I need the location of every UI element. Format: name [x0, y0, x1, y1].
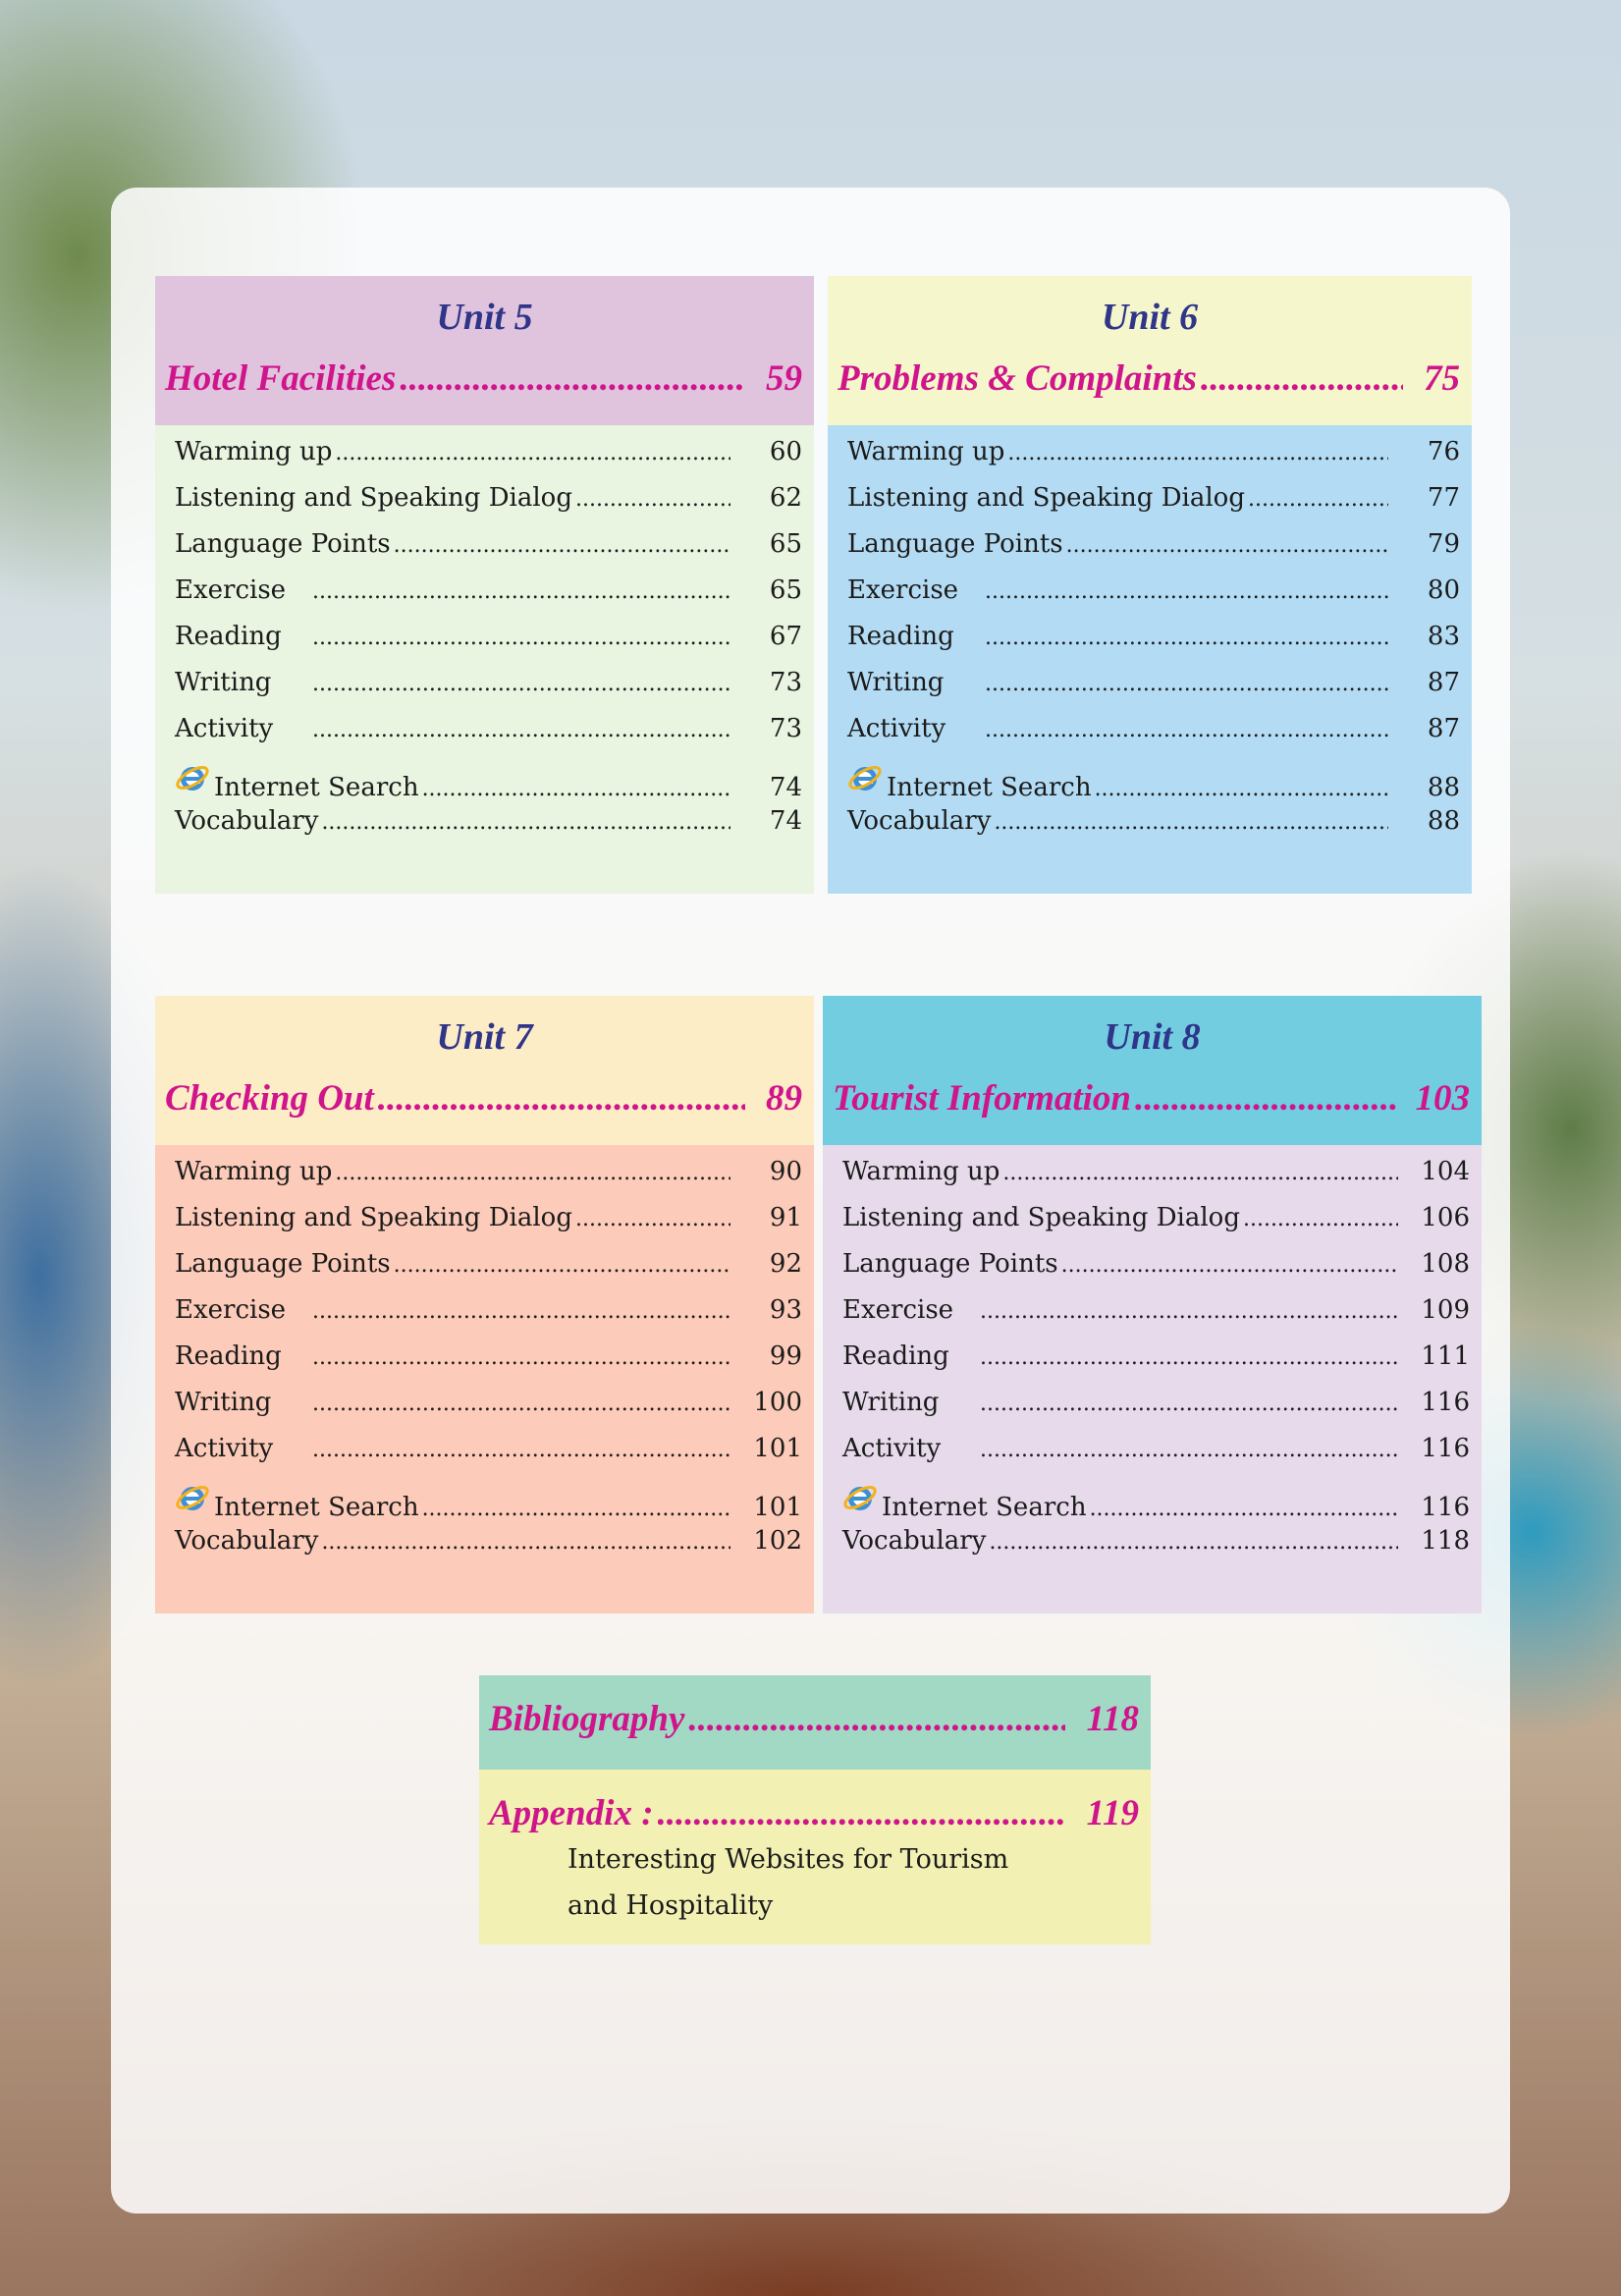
dot-leader — [321, 810, 730, 835]
dot-leader — [335, 441, 730, 465]
internet-explorer-icon — [175, 760, 210, 795]
toc-item-label: Reading — [175, 622, 282, 651]
toc-row[interactable] — [847, 575, 1460, 622]
unit-7-box — [155, 996, 814, 1613]
dot-leader — [394, 533, 730, 558]
toc-row[interactable] — [175, 714, 802, 760]
toc-item-label: Vocabulary — [175, 1526, 319, 1556]
unit-page: 103 — [1415, 1078, 1470, 1119]
toc-row[interactable] — [175, 1341, 802, 1388]
toc-item-label: Warming up — [847, 437, 1005, 466]
toc-item-page: 93 — [769, 1295, 802, 1325]
dot-leader — [985, 672, 1388, 696]
toc-item-page: 101 — [753, 1493, 802, 1522]
toc-row[interactable] — [847, 483, 1460, 529]
dot-leader — [1201, 345, 1403, 413]
toc-item-label: Writing — [842, 1388, 940, 1417]
dot-leader — [1095, 777, 1388, 801]
toc-row[interactable] — [175, 1434, 802, 1480]
toc-row[interactable] — [175, 575, 802, 622]
dot-leader — [312, 1392, 730, 1416]
toc-row[interactable] — [842, 1295, 1470, 1341]
dot-leader — [985, 579, 1388, 604]
dot-leader — [989, 1530, 1398, 1555]
dot-leader — [1248, 487, 1388, 512]
unit-label: Unit 7 — [436, 1016, 533, 1058]
toc-item-page: 106 — [1421, 1203, 1470, 1232]
internet-explorer-icon — [175, 1480, 210, 1515]
toc-row[interactable] — [175, 483, 802, 529]
toc-row[interactable] — [175, 1526, 802, 1572]
toc-item-label: Exercise — [842, 1295, 954, 1325]
toc-item-page: 67 — [769, 622, 802, 651]
unit-header — [823, 996, 1482, 1145]
toc-item-page: 80 — [1427, 575, 1460, 605]
dot-leader — [321, 1530, 730, 1555]
toc-item-page: 116 — [1421, 1388, 1470, 1417]
dot-leader — [312, 579, 730, 604]
toc-item-page: 74 — [769, 806, 802, 836]
dot-leader — [994, 810, 1388, 835]
bibliography-line[interactable] — [479, 1675, 1151, 1764]
toc-item-page: 91 — [769, 1203, 802, 1232]
bibliography-page: 118 — [1086, 1699, 1139, 1739]
toc-row[interactable] — [175, 1480, 802, 1526]
toc-item-label: Listening and Speaking Dialog — [175, 1203, 572, 1232]
toc-item-page: 65 — [769, 575, 802, 605]
dot-leader — [980, 1299, 1398, 1324]
toc-item-label: Internet Search — [214, 1493, 419, 1522]
dot-leader — [312, 1299, 730, 1324]
dot-leader — [312, 1438, 730, 1462]
toc-item-page: 108 — [1421, 1249, 1470, 1279]
toc-row[interactable] — [175, 1203, 802, 1249]
toc-item-page: 73 — [769, 714, 802, 743]
unit-title: Tourist Information — [833, 1078, 1132, 1119]
toc-item-label: Exercise — [847, 575, 959, 605]
toc-item-page: 116 — [1421, 1493, 1470, 1522]
bibliography-box — [479, 1675, 1151, 1770]
toc-item-label: Language Points — [847, 529, 1063, 559]
toc-item-page: 102 — [753, 1526, 802, 1556]
toc-item-page: 77 — [1427, 483, 1460, 513]
toc-item-label: Language Points — [842, 1249, 1058, 1279]
dot-leader — [422, 777, 730, 801]
toc-row[interactable] — [175, 437, 802, 483]
toc-row[interactable] — [847, 806, 1460, 852]
toc-row[interactable] — [847, 437, 1460, 483]
toc-row[interactable] — [842, 1249, 1470, 1295]
toc-row[interactable] — [842, 1341, 1470, 1388]
bibliography-label: Bibliography — [489, 1699, 685, 1739]
dot-leader — [312, 626, 730, 650]
unit-title: Checking Out — [165, 1078, 374, 1119]
toc-item-label: Activity — [842, 1434, 942, 1463]
toc-item-label: Activity — [175, 714, 274, 743]
dot-leader — [985, 626, 1388, 650]
toc-item-page: 87 — [1427, 714, 1460, 743]
dot-leader — [688, 1675, 1064, 1764]
internet-explorer-icon — [842, 1480, 878, 1515]
toc-item-label: Listening and Speaking Dialog — [175, 483, 572, 513]
toc-row[interactable] — [175, 668, 802, 714]
toc-item-page: 79 — [1427, 529, 1460, 559]
dot-leader — [1007, 441, 1388, 465]
unit-page: 75 — [1424, 358, 1460, 399]
unit-label: Unit 6 — [1101, 297, 1199, 338]
toc-item-label: Vocabulary — [847, 806, 992, 836]
toc-item-page: 104 — [1421, 1157, 1470, 1186]
toc-item-page: 74 — [769, 773, 802, 802]
unit-title: Hotel Facilities — [165, 358, 397, 399]
item-list — [155, 1145, 814, 1572]
toc-item-label: Vocabulary — [842, 1526, 987, 1556]
toc-row[interactable] — [847, 714, 1460, 760]
toc-item-label: Warming up — [175, 1157, 333, 1186]
toc-row[interactable] — [175, 1249, 802, 1295]
unit-6-box — [828, 276, 1472, 894]
toc-item-label: Language Points — [175, 1249, 391, 1279]
dot-leader — [422, 1497, 730, 1521]
dot-leader — [575, 1207, 730, 1231]
unit-header — [828, 276, 1472, 425]
unit-header — [155, 276, 814, 425]
toc-item-label: Warming up — [175, 437, 333, 466]
dot-leader — [575, 487, 730, 512]
toc-item-page: 76 — [1427, 437, 1460, 466]
toc-item-page: 83 — [1427, 622, 1460, 651]
appendix-subtitle-1: Interesting Websites for Tourism — [567, 1844, 1009, 1875]
toc-row[interactable] — [175, 622, 802, 668]
unit-title-line[interactable] — [155, 1065, 814, 1145]
unit-title-line[interactable] — [155, 345, 814, 425]
toc-item-page: 65 — [769, 529, 802, 559]
toc-item-page: 111 — [1421, 1341, 1470, 1371]
toc-row[interactable] — [842, 1434, 1470, 1480]
toc-item-label: Listening and Speaking Dialog — [842, 1203, 1240, 1232]
toc-item-page: 60 — [769, 437, 802, 466]
toc-item-label: Language Points — [175, 529, 391, 559]
toc-item-label: Writing — [175, 668, 272, 697]
toc-item-page: 88 — [1427, 773, 1460, 802]
toc-item-page: 88 — [1427, 806, 1460, 836]
dot-leader — [1090, 1497, 1398, 1521]
toc-row[interactable] — [175, 1157, 802, 1203]
toc-item-page: 73 — [769, 668, 802, 697]
toc-row[interactable] — [175, 806, 802, 852]
dot-leader — [400, 345, 745, 413]
dot-leader — [980, 1392, 1398, 1416]
toc-row[interactable] — [175, 1295, 802, 1341]
toc-item-label: Vocabulary — [175, 806, 319, 836]
appendix-subtitle-2: and Hospitality — [567, 1890, 774, 1921]
toc-row[interactable] — [175, 760, 802, 806]
toc-row[interactable] — [847, 668, 1460, 714]
toc-row[interactable] — [842, 1526, 1470, 1572]
dot-leader — [985, 718, 1388, 742]
toc-row[interactable] — [847, 622, 1460, 668]
toc-item-label: Reading — [842, 1341, 949, 1371]
toc-row[interactable] — [842, 1388, 1470, 1434]
appendix-label: Appendix : — [489, 1793, 654, 1833]
dot-leader — [1061, 1253, 1398, 1278]
internet-explorer-icon — [847, 760, 883, 795]
dot-leader — [1135, 1065, 1397, 1133]
toc-item-page: 92 — [769, 1249, 802, 1279]
unit-header — [155, 996, 814, 1145]
toc-item-label: Internet Search — [214, 773, 419, 802]
toc-item-page: 101 — [753, 1434, 802, 1463]
item-list — [155, 425, 814, 852]
dot-leader — [335, 1161, 730, 1185]
toc-row[interactable] — [842, 1157, 1470, 1203]
toc-item-label: Activity — [847, 714, 946, 743]
toc-item-label: Exercise — [175, 575, 287, 605]
toc-row[interactable] — [842, 1203, 1470, 1249]
toc-item-page: 99 — [769, 1341, 802, 1371]
dot-leader — [1002, 1161, 1398, 1185]
dot-leader — [980, 1345, 1398, 1370]
toc-row[interactable] — [175, 1388, 802, 1434]
unit-title: Problems & Complaints — [838, 358, 1197, 399]
toc-row[interactable] — [842, 1480, 1470, 1526]
toc-item-page: 100 — [753, 1388, 802, 1417]
unit-page: 59 — [766, 358, 802, 399]
toc-item-page: 118 — [1421, 1526, 1470, 1556]
unit-title-line[interactable] — [828, 345, 1472, 425]
toc-item-page: 116 — [1421, 1434, 1470, 1463]
toc-item-label: Writing — [847, 668, 945, 697]
toc-item-label: Writing — [175, 1388, 272, 1417]
appendix-page: 119 — [1086, 1793, 1139, 1833]
unit-label: Unit 5 — [436, 297, 533, 338]
toc-item-page: 109 — [1421, 1295, 1470, 1325]
dot-leader — [312, 718, 730, 742]
unit-label: Unit 8 — [1104, 1016, 1201, 1058]
toc-row[interactable] — [847, 760, 1460, 806]
toc-item-label: Activity — [175, 1434, 274, 1463]
unit-title-line[interactable] — [823, 1065, 1482, 1145]
toc-item-label: Reading — [175, 1341, 282, 1371]
dot-leader — [1243, 1207, 1398, 1231]
unit-5-box — [155, 276, 814, 894]
toc-row[interactable] — [847, 529, 1460, 575]
item-list — [828, 425, 1472, 852]
dot-leader — [378, 1065, 745, 1133]
dot-leader — [312, 1345, 730, 1370]
toc-item-label: Internet Search — [887, 773, 1092, 802]
toc-item-label: Warming up — [842, 1157, 1000, 1186]
toc-item-label: Reading — [847, 622, 954, 651]
appendix-box — [479, 1770, 1151, 1944]
toc-item-page: 87 — [1427, 668, 1460, 697]
dot-leader — [1066, 533, 1388, 558]
dot-leader — [980, 1438, 1398, 1462]
item-list — [823, 1145, 1482, 1572]
toc-item-page: 90 — [769, 1157, 802, 1186]
toc-item-label: Internet Search — [882, 1493, 1087, 1522]
dot-leader — [394, 1253, 730, 1278]
dot-leader — [312, 672, 730, 696]
unit-8-box — [823, 996, 1482, 1613]
toc-row[interactable] — [175, 529, 802, 575]
toc-item-label: Listening and Speaking Dialog — [847, 483, 1245, 513]
unit-page: 89 — [766, 1078, 802, 1119]
toc-item-label: Exercise — [175, 1295, 287, 1325]
toc-item-page: 62 — [769, 483, 802, 513]
